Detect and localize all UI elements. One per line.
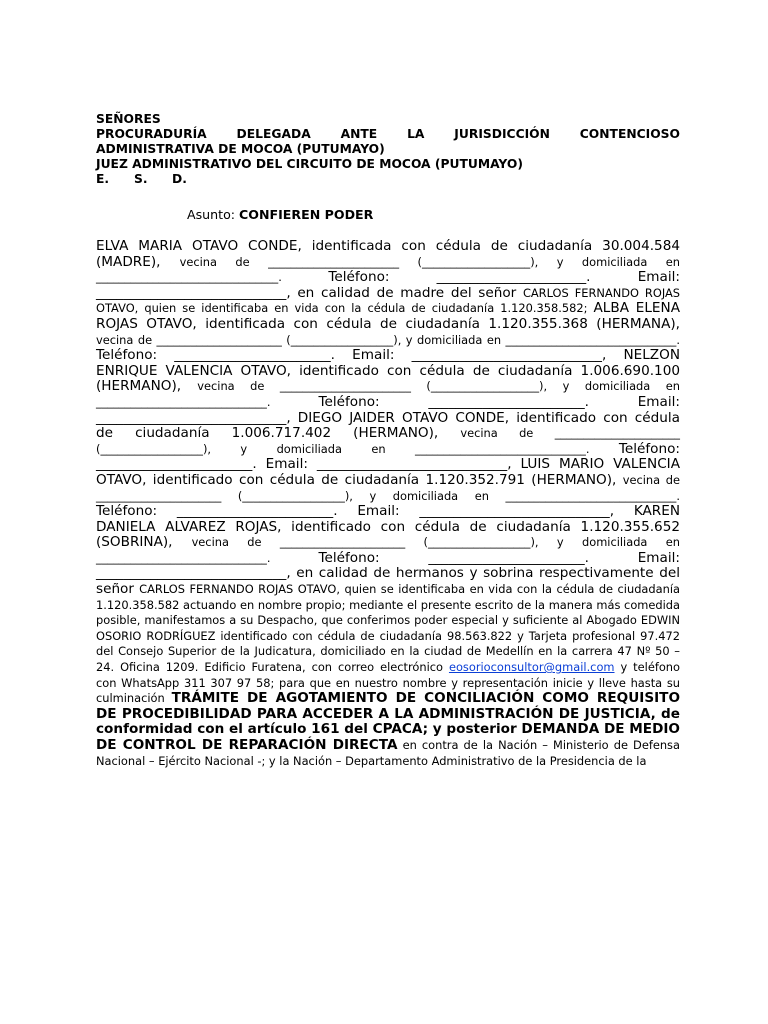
esd-s: S.: [134, 172, 148, 186]
body-text-2: vecina de _______________________ (___________________), y domiciliada en ________________________________.: [96, 254, 680, 285]
body-text-9: Teléfono: _______________________. Email: ____________________________, DIEGO JAIDER OTAVO CONDE, identificado con cédula de ciudadanía 1.006.717.402 (HERMANO),: [96, 393, 680, 442]
body-text-16: CARLOS FERNANDO ROJAS OTAVO, quien se identificaba en vida con la cédula de ciudadanía 1.120.358.582 actuando en nombre propio; mediante el presente escrito de la manera más comedida posible, manifestamos a su Despacho, que conferimos poder especial y suficiente al Abogado EDWIN OSORIO RODRÍGUEZ identificado con cédula de ciudadanía 98.563.822 y Tarjeta profesional 97.472 del Consejo Superior de la Judicatura, domiciliado en la ciudad de Medellín en la carrera 47 Nº 50 – 24. Oficina 1209. Edificio Furatena, con correo electrónico: [96, 582, 680, 675]
header-line-procuraduria: PROCURADURÍA DELEGADA ANTE LA JURISDICCIÓN CONTENCIOSO: [96, 127, 680, 141]
document-page: [96, 112, 680, 769]
body-paragraph: [96, 239, 680, 769]
body-text-14: vecina de ______________________ (__________________), y domiciliada en ______________________________.: [96, 535, 680, 565]
body-text-3: Teléfono: ______________________. Email: ____________________________, en calidad de madre del señor: [96, 269, 680, 301]
body-text-7: Teléfono: _______________________. Email: ____________________________, NELZON ENRIQUE VALENCIA OTAVO, identificado con cédula de ciudadanía 1.006.690.100 (HERMANO),: [96, 347, 680, 395]
body-text-12: vecina de ______________________ (__________________), y domiciliada en ______________________________.: [96, 472, 680, 503]
header-esd: [96, 172, 680, 187]
body-text-15: Teléfono: _______________________. Email: ____________________________, en calidad de hermanos y sobrina respectivamente del señor: [96, 549, 680, 598]
body-text-11: Teléfono: _______________________. Email: ____________________________, LUIS MARIO VALENCIA OTAVO, identificado con cédula de ciudadanía 1.120.352.791 (HERMANO),: [96, 440, 680, 488]
email-link[interactable]: eosorioconsultor@gmail.com: [448, 660, 615, 675]
header-line-administrativa: ADMINISTRATIVA DE MOCOA (PUTUMAYO): [96, 142, 385, 156]
subject-label: Asunto:: [187, 207, 240, 222]
body-text-5: ALBA ELENA ROJAS OTAVO, identificada con cédula de ciudadanía 1.120.355.368 (HERMANA),: [96, 300, 680, 332]
body-text-13: Teléfono: _______________________. Email: ____________________________, KAREN DANIELA ALVAREZ ROJAS, identificado con cédula de ciudadanía 1.120.355.652 (SOBRINA),: [96, 503, 680, 551]
recipient-header: [96, 112, 680, 187]
body-text-4: CARLOS FERNANDO ROJAS OTAVO, quien se identificaba en vida con la cédula de ciudadanía 1.120.358.582;: [96, 285, 680, 316]
body-text-bold-procedure: TRÁMITE DE AGOTAMIENTO DE CONCILIACIÓN COMO REQUISITO DE PROCEDIBILIDAD PARA ACCEDER A LA ADMINISTRACIÓN DE JUSTICIA, de conformidad con el artículo 161 del CPACA; y posterior DEMANDA DE MEDIO DE CONTROL DE REPARACIÓN DIRECTA: [96, 690, 680, 753]
header-line-juez: JUEZ ADMINISTRATIVO DEL CIRCUITO DE MOCOA (PUTUMAYO): [96, 157, 523, 171]
body-text-6: vecina de ______________________ (__________________), y domiciliada en ______________________________.: [96, 332, 680, 347]
header-line-senores: SEÑORES: [96, 112, 161, 126]
body-text-1: ELVA MARIA OTAVO CONDE, identificada con cédula de ciudadanía 30.004.584 (MADRE),: [96, 238, 680, 270]
subject-line: [187, 207, 680, 222]
body-text-19: en contra de la Nación – Ministerio de Defensa Nacional – Ejército Nacional -; y la Nación – Departamento Administrativo de la Presidencia de la: [96, 738, 680, 768]
subject-value: CONFIEREN PODER: [239, 207, 374, 222]
esd-d: D.: [172, 172, 187, 186]
body-text-10: vecina de ______________________ (__________________), y domiciliada en ______________________________.: [96, 426, 680, 456]
body-text-17: y teléfono con WhatsApp 311 307 97 58; para que en nuestro nombre y representación inicie y lleve hasta su culminación: [96, 660, 680, 706]
esd-e: E.: [96, 172, 110, 186]
body-text-8: vecina de _______________________ (___________________), y domiciliada en ______________________________.: [96, 379, 680, 409]
